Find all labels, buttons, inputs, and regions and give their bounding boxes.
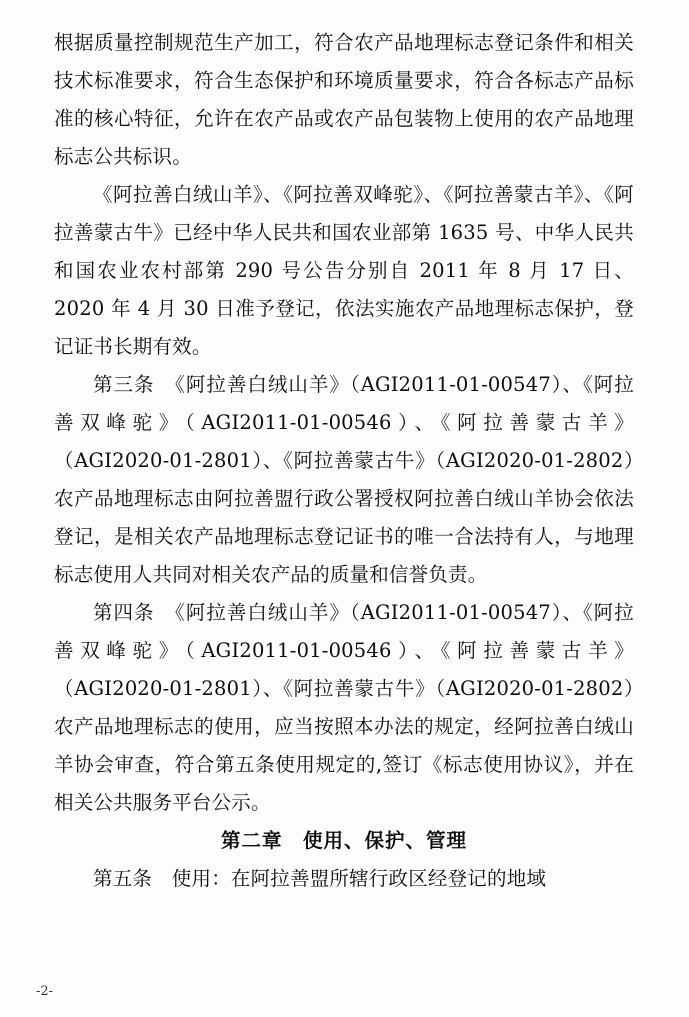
paragraph-2: 《阿拉善白绒山羊》、《阿拉善双峰驼》、《阿拉善蒙古羊》、《阿拉善蒙古牛》已经中华人民共和国农业部第 1635 号、中华人民共和国农业农村部第 290 号公告分别自 2011 年 8 月 17 日、2020 年 4 月 30 日准予登记，依法实施农产品地理标志保护，登记证书长期有效。 bbox=[54, 183, 634, 358]
chapter-heading: 第二章 使用、保护、管理 bbox=[220, 829, 467, 852]
paragraph-article-4: 第四条 《阿拉善白绒山羊》（AGI2011-01-00547）、《阿拉善双峰驼》（AGI2011-01-00546）、《阿拉善蒙古羊》（AGI2020-01-2801）、《阿拉善蒙古牛》（AGI2020-01-2802）农产品地理标志的使用，应当按照本办法的规定，经阿拉善白绒山羊协会审查，符合第五条使用规定的,签订《标志使用协议》，并在相关公共服务平台公示。 bbox=[54, 601, 634, 814]
page-number: -2- bbox=[36, 984, 54, 999]
paragraph-article-5: 第五条 使用：在阿拉善盟所辖行政区经登记的地域 bbox=[93, 867, 547, 890]
paragraph-1: 根据质量控制规范生产加工，符合农产品地理标志登记条件和相关技术标准要求，符合生态保护和环境质量要求，符合各标志产品标准的核心特征，允许在农产品或农产品包装物上使用的农产品地理标志公共标识。 bbox=[54, 31, 634, 168]
page-content bbox=[54, 24, 634, 898]
paragraph-article-3: 第三条 《阿拉善白绒山羊》（AGI2011-01-00547）、《阿拉善双峰驼》（AGI2011-01-00546）、《阿拉善蒙古羊》（AGI2020-01-2801）、《阿拉善蒙古牛》（AGI2020-01-2802）农产品地理标志由阿拉善盟行政公署授权阿拉善白绒山羊协会依法登记，是相关农产品地理标志登记证书的唯一合法持有人，与地理标志使用人共同对相关农产品的质量和信誉负责。 bbox=[54, 373, 634, 586]
